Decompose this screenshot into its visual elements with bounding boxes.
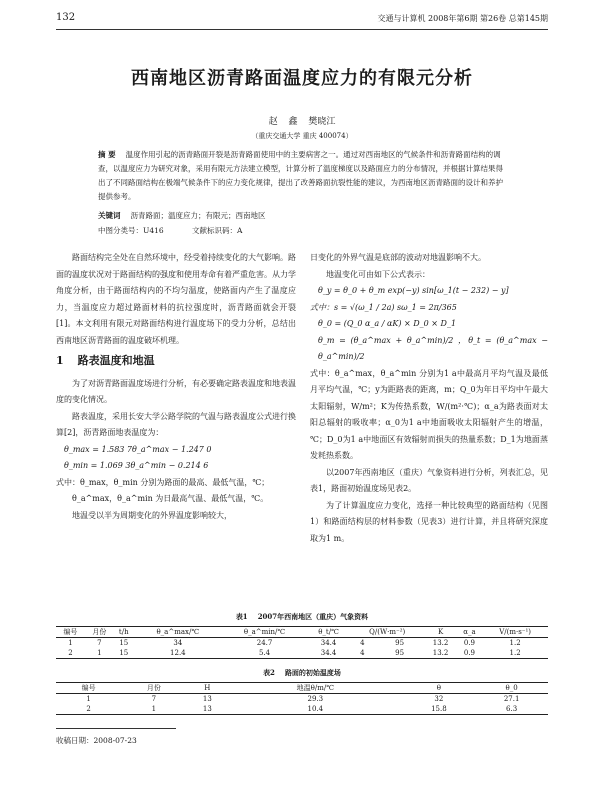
- clc-label: 中图分类号：: [98, 226, 143, 235]
- keywords-text: 沥青路面；温度应力；有限元；西南地区: [130, 211, 266, 220]
- author-2: 樊晓江: [308, 117, 336, 127]
- article-title: 西南地区沥青路面温度应力的有限元分析: [131, 68, 473, 89]
- equation: θ_min = 1.069 3θ_a^min − 0.214 6: [64, 461, 209, 470]
- equation: θ_m = (θ_a^max + θ_a^min)/2 ，θ_t = (θ_a^max − θ_a^min)/2: [318, 335, 548, 361]
- section-number: 1: [56, 354, 64, 367]
- right-column: [310, 250, 548, 547]
- abstract: [98, 148, 508, 204]
- paragraph: 以2007年西南地区（重庆）气象资料进行分析，列表汇总，见表1，路面初始温度场见表2。: [310, 467, 548, 493]
- paragraph: 地温变化可由如下公式表示：: [326, 269, 430, 279]
- definition: 式中：θ_max，θ_min 分别为路面的最高、最低气温，℃；: [56, 477, 270, 487]
- running-header: [56, 10, 548, 26]
- table-header-row: 编号 月份 H 地温θ/m/℃ θ θ_0: [56, 683, 548, 694]
- abstract-text: 温度作用引起的沥青路面开裂是沥青路面使用中的主要病害之一。通过对西南地区的气候条件和沥青路面结构的调查，以温度应力为研究对象，采用有限元方法建立模型，计算分析了温度梯度以及路面应力的分布情况，并根据计算结果得出了不同路面结构在极端气候条件下的应力变化规律，提出了改善路面抗裂性能的建议，为西南地区沥青路面的设计和养护提供参考。: [98, 150, 503, 201]
- table-row: 2 1 15 12.4 5.4 34.4 4 95 13.2 0.9 1.2: [56, 648, 548, 659]
- left-column: [56, 250, 296, 524]
- paragraph: 为了计算温度应力变化，选择一种比较典型的路面结构（见图1）和路面结构层的材料参数（见表3）进行计算，并且将研究深度取为1 m。: [310, 500, 548, 543]
- received-date: 收稿日期：2008-07-23: [56, 736, 137, 745]
- section-heading: [56, 353, 296, 370]
- abstract-label: 摘 要: [98, 150, 116, 159]
- footnote-rule: [56, 728, 176, 729]
- paragraph: 地温受以半为周期变化的外界温度影响较大，: [72, 510, 232, 520]
- table2: [56, 682, 548, 715]
- keywords: [98, 210, 508, 221]
- keywords-label: 关键词: [98, 211, 121, 220]
- author-1: 赵 鑫: [268, 117, 298, 127]
- table1: [56, 626, 548, 659]
- equation: 式中：s = √(ω_1 / 2a) sω_1 = 2π/365: [310, 302, 457, 312]
- doc-label: 文献标识码：: [192, 226, 238, 235]
- definition: 式中：θ_a^max，θ_a^min 分别为1 a中最高月平均气温及最低月平均气温，℃；y为距路表的距离，m；Q_0为年日平均中午最大太阳辐射，W/m²；K为传热系数，W/(m²·℃)；α_a为路表面对太阳总辐射的吸收率；α_0为1 a中地面吸收太阳辐射产生的增温，℃；D_0为1 a中地面区有效辐射而损失的热量系数；D_1为地面蒸发耗热系数。: [310, 368, 548, 460]
- table1-caption: 表1 2007年西南地区（重庆）气象资料: [235, 612, 369, 621]
- equation: θ_0 = (Q_0 α_a / αK) × D_0 × D_1: [318, 319, 457, 328]
- authors: [56, 114, 548, 127]
- table-row: 2 1 13 10.4 15.8 6.3: [56, 704, 548, 715]
- page-number: 132: [56, 12, 76, 23]
- table2-caption: 表2 路面的初始温度场: [263, 668, 341, 677]
- equation: θ_y = θ_0 + θ_m exp(−y) sin[ω_1(t − 232) − y]: [318, 286, 509, 295]
- paragraph: 路表温度，采用长安大学公路学院的气温与路表温度公式进行换算[2]，沥青路面地表温度为：: [56, 411, 296, 437]
- clc-code: U416: [143, 226, 164, 235]
- intro-paragraph: 路面结构完全处在自然环境中，经受着持续变化的大气影响。路面的温度状况对于路面结构的强度和使用寿命有着严重危害。从力学角度分析，由于路面结构内的不均匀温度，使路面内产生了温度应力，当温度应力超过路面材料的抗拉强度时，沥青路面就会开裂[1]。本文利用有限元对路面结构进行温度场下的受力分析，总结出西南地区沥青路面的温度破坏机理。: [56, 253, 296, 345]
- table-header-row: 编号 月份 t/h θ_a^max/℃ θ_a^min/℃ θ_t/℃ Q/(W·m⁻²) K α_a V/(m·s⁻¹): [56, 627, 548, 638]
- affiliation: （重庆交通大学 重庆 400074）: [251, 132, 353, 140]
- header-rule: [56, 29, 548, 30]
- doc-code: A: [237, 226, 243, 235]
- paragraph: 日变化的外界气温是底部的波动对地温影响不大。: [310, 253, 486, 262]
- definition: θ_a^max，θ_a^min 为日最高气温、最低气温，℃。: [72, 494, 269, 503]
- classification: [98, 225, 508, 236]
- equation: θ_max = 1.583 7θ_a^max − 1.247 0: [64, 444, 212, 454]
- section-title: 路表温度和地温: [77, 354, 155, 367]
- table-row: 1 7 15 34 24.7 34.4 4 95 13.2 0.9 1.2: [68, 639, 521, 647]
- table-row: 1 7 13 29.3 32 27.1: [86, 695, 520, 703]
- journal-info: 交通与计算机 2008年第6期 第26卷 总第145期: [377, 14, 548, 23]
- paragraph: 为了对沥青路面温度场进行分析，有必要确定路表温度和地表温度的变化情况。: [56, 378, 296, 404]
